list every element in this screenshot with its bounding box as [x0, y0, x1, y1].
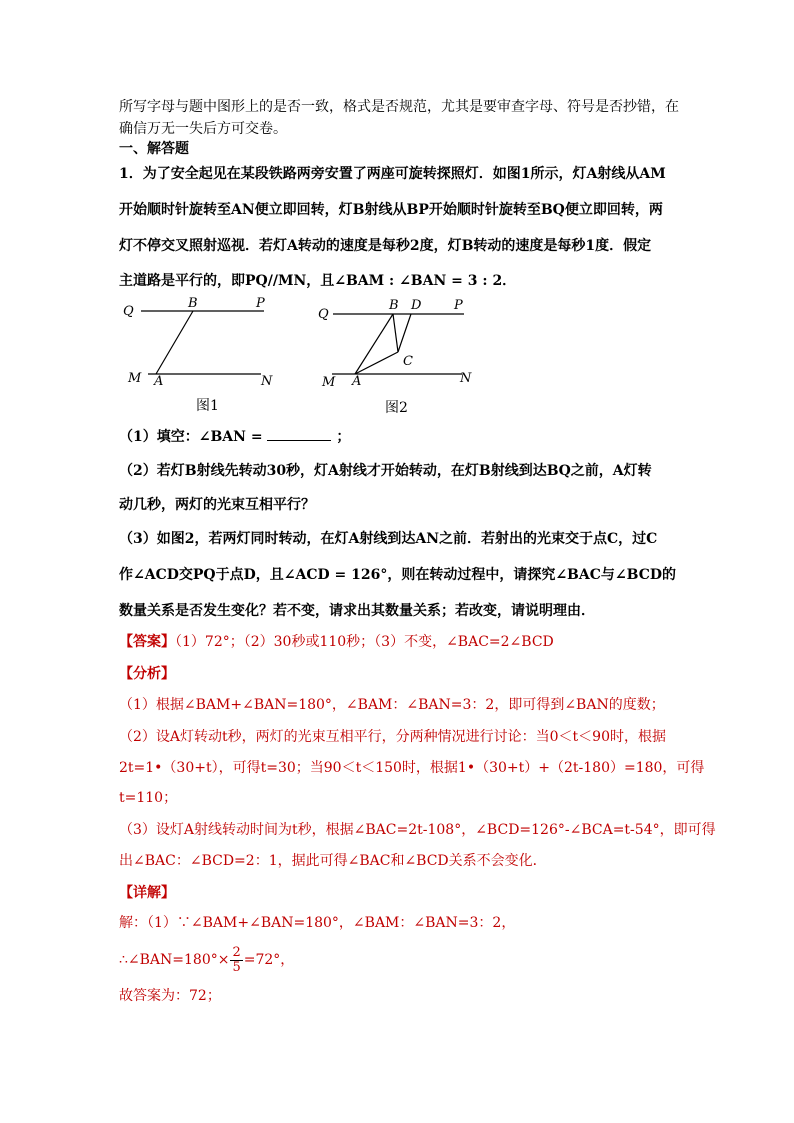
question-1-text: （1）填空：∠BAN = — [119, 429, 263, 445]
analysis-3-line-2: 出∠BAC：∠BCD=2：1，据此可得∠BAC和∠BCD关系不会变化． — [119, 853, 547, 869]
analysis-3-line-1: （3）设灯A射线转动时间为t秒，根据∠BAC=2t-108°，∠BCD=126°-∠BCA=t-54°，即可得 — [119, 822, 716, 838]
detail-tag: 【详解】 — [119, 885, 175, 901]
figure-2-diagram — [318, 296, 478, 392]
fraction — [230, 946, 242, 975]
question-3-line-3: 数量关系是否发生变化？若不变，请求出其数量关系；若改变，请说明理由． — [119, 603, 595, 619]
figure-1-diagram — [123, 296, 283, 392]
figure-2-caption: 图2 — [385, 400, 408, 416]
answer-text: （1）72°；（2）30秒或110秒；（3）不变，∠BAC=2∠BCD — [175, 634, 554, 650]
fig1-label-q: Q — [123, 304, 134, 319]
problem-line-4: 主道路是平行的，即PQ//MN，且∠BAM : ∠BAN = 3 : 2． — [119, 273, 517, 289]
fig1-label-m: M — [128, 371, 142, 386]
question-1-end: ； — [336, 429, 351, 445]
intro-line-1: 所写字母与题中图形上的是否一致，格式是否规范，尤其是要审查字母、符号是否抄错，在 — [119, 99, 679, 115]
fig2-label-c: C — [403, 354, 413, 369]
fraction-numerator: 2 — [232, 944, 241, 960]
question-2-line-2: 动几秒，两灯的光束互相平行？ — [119, 497, 315, 513]
analysis-tag: 【分析】 — [119, 666, 175, 682]
fig2-label-b: B — [389, 298, 399, 313]
question-3-line-2: 作∠ACD交PQ于点D，且∠ACD = 126°，则在转动过程中，请探究∠BAC与∠BCD的 — [119, 567, 676, 583]
fig1-label-p: P — [256, 296, 265, 311]
fig1-label-b: B — [188, 296, 198, 311]
analysis-2-line-3: t=110； — [119, 790, 178, 806]
analysis-2-line-1: （2）设A灯转动t秒，两灯的光束互相平行，分两种情况进行讨论：当0＜t＜90时，根据 — [119, 729, 666, 745]
answer-tag: 【答案】 — [119, 634, 175, 650]
problem-line-3: 灯不停交叉照射巡视．若灯A转动的速度是每秒2度，灯B转动的速度是每秒1度．假定 — [119, 238, 652, 254]
detail-3: 故答案为：72； — [119, 988, 221, 1004]
fig2-label-m: M — [322, 375, 336, 390]
detail-1: 解：（1）∵∠BAM+∠BAN=180°，∠BAM：∠BAN=3：2， — [119, 915, 516, 931]
answer-line — [119, 633, 554, 651]
problem-line-1: 1．为了安全起见在某段铁路两旁安置了两座可旋转探照灯．如图1所示，灯A射线从AM — [119, 166, 666, 182]
intro-line-2: 确信万无一失后方可交卷。 — [119, 121, 287, 137]
fig1-label-a: A — [154, 374, 164, 389]
question-1 — [119, 426, 350, 446]
detail-2-prefix: ∴∠BAN=180°× — [119, 952, 230, 968]
section-title: 一、解答题 — [119, 141, 189, 157]
fig2-label-a: A — [352, 374, 362, 389]
analysis-1: （1）根据∠BAM+∠BAN=180°，∠BAM：∠BAN=3：2，即可得到∠BAN的度数； — [119, 697, 665, 713]
detail-2 — [119, 940, 294, 980]
fig2-label-n: N — [460, 371, 472, 386]
problem-line-2: 开始顺时针旋转至AN便立即回转，灯B射线从BP开始顺时针旋转至BQ便立即回转，两 — [119, 202, 663, 218]
question-3-line-1: （3）如图2，若两灯同时转动，在灯A射线到达AN之前．若射出的光束交于点C，过C — [119, 531, 658, 547]
fraction-denominator: 5 — [232, 959, 241, 975]
answer-blank — [267, 426, 331, 441]
fig2-label-p: P — [454, 298, 463, 313]
figure-1-caption: 图1 — [196, 398, 219, 414]
question-2-line-1: （2）若灯B射线先转动30秒，灯A射线才开始转动，在灯B射线到达BQ之前，A灯转 — [119, 463, 652, 479]
fig2-label-q: Q — [318, 307, 329, 322]
fig2-label-d: D — [411, 298, 422, 313]
fig1-label-n: N — [261, 374, 273, 389]
detail-2-suffix: =72°， — [243, 952, 295, 968]
analysis-2-line-2: 2t=1•（30+t），可得t=30；当90＜t＜150时，根据1•（30+t）+（2t-180）=180，可得 — [119, 760, 705, 776]
